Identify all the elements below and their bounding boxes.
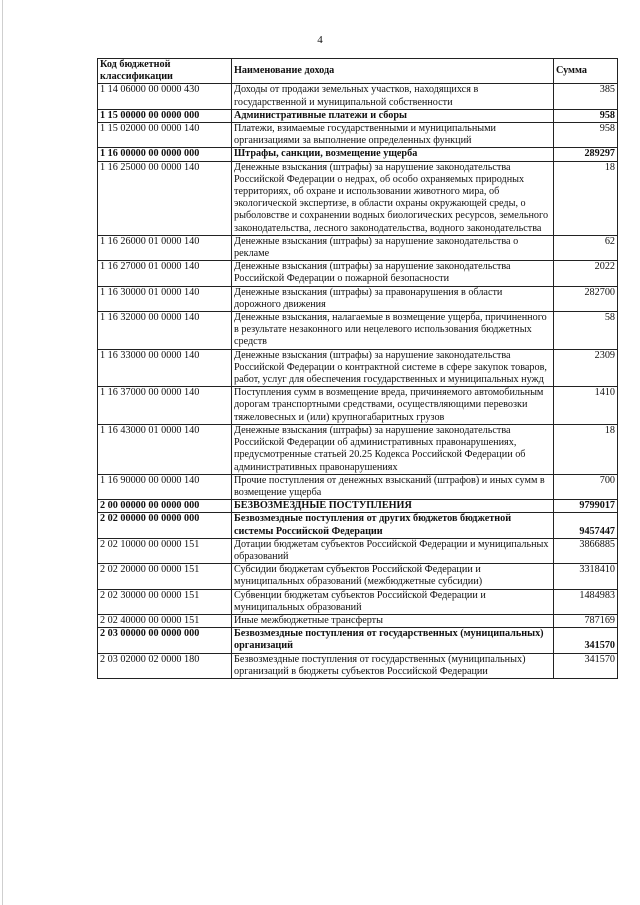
name-cell: Денежные взыскания (штрафы) за нарушение законодательства Российской Федерации о пожарной безопасности — [232, 261, 554, 286]
sum-cell: 2022 — [554, 261, 618, 286]
sum-cell: 62 — [554, 235, 618, 260]
table-row — [98, 286, 618, 311]
code-cell: 2 02 10000 00 0000 151 — [98, 538, 232, 563]
code-cell: 2 03 00000 00 0000 000 — [98, 628, 232, 653]
table-row — [98, 84, 618, 109]
table-row — [98, 538, 618, 563]
table-row — [98, 261, 618, 286]
code-cell: 1 16 30000 01 0000 140 — [98, 286, 232, 311]
table-row — [98, 513, 618, 538]
table-row — [98, 349, 618, 387]
name-cell: Денежные взыскания (штрафы) за нарушение законодательства Российской Федерации о контрактной системе в сфере закупок товаров, работ, услуг для обеспечения государственных и муниципальных нужд — [232, 349, 554, 387]
income-table — [97, 58, 618, 679]
table-row — [98, 500, 618, 513]
sum-cell: 787169 — [554, 614, 618, 627]
code-cell: 1 16 00000 00 0000 000 — [98, 148, 232, 161]
sum-cell: 958 — [554, 109, 618, 122]
code-cell: 2 02 40000 00 0000 151 — [98, 614, 232, 627]
header-code: Код бюджетной классификации — [98, 59, 232, 84]
code-cell: 1 15 00000 00 0000 000 — [98, 109, 232, 122]
table-row — [98, 628, 618, 653]
table-row — [98, 614, 618, 627]
name-cell: Доходы от продажи земельных участков, находящихся в государственной и муниципальной собственности — [232, 84, 554, 109]
table-row — [98, 387, 618, 425]
sum-cell: 282700 — [554, 286, 618, 311]
sum-cell: 9799017 — [554, 500, 618, 513]
page-number: 4 — [317, 34, 323, 46]
sum-cell: 9457447 — [554, 513, 618, 538]
name-cell: Прочие поступления от денежных взысканий (штрафов) и иных сумм в возмещение ущерба — [232, 474, 554, 499]
sum-cell: 289297 — [554, 148, 618, 161]
code-cell: 2 02 20000 00 0000 151 — [98, 564, 232, 589]
code-cell: 2 02 00000 00 0000 000 — [98, 513, 232, 538]
sum-cell: 58 — [554, 312, 618, 350]
code-cell: 1 16 33000 00 0000 140 — [98, 349, 232, 387]
sum-cell: 1484983 — [554, 589, 618, 614]
name-cell: Безвозмездные поступления от государственных (муниципальных) организаций в бюджеты субъектов Российской Федерации — [232, 653, 554, 678]
name-cell: Платежи, взимаемые государственными и муниципальными организациями за выполнение определенных функций — [232, 123, 554, 148]
code-cell: 1 16 37000 00 0000 140 — [98, 387, 232, 425]
name-cell: Безвозмездные поступления от других бюджетов бюджетной системы Российской Федерации — [232, 513, 554, 538]
code-cell: 1 16 25000 00 0000 140 — [98, 161, 232, 235]
scan-edge-line — [2, 0, 3, 905]
sum-cell: 3866885 — [554, 538, 618, 563]
table-row — [98, 474, 618, 499]
code-cell: 1 16 26000 01 0000 140 — [98, 235, 232, 260]
code-cell: 1 16 32000 00 0000 140 — [98, 312, 232, 350]
code-cell: 2 02 30000 00 0000 151 — [98, 589, 232, 614]
name-cell: Денежные взыскания (штрафы) за нарушение законодательства Российской Федерации о недрах, об особо охраняемых природных территориях, об охране и использовании животного мира, об экологической экспертизе, в области охраны окружающей среды, о рыболовстве и сохранении водных биологических ресурсов, земельного законодательства, лесного законодательства, водного законодательства — [232, 161, 554, 235]
table-header-row — [98, 59, 618, 84]
name-cell: Безвозмездные поступления от государственных (муниципальных) организаций — [232, 628, 554, 653]
name-cell: Иные межбюджетные трансферты — [232, 614, 554, 627]
sum-cell: 341570 — [554, 628, 618, 653]
code-cell: 1 16 43000 01 0000 140 — [98, 424, 232, 474]
table-row — [98, 109, 618, 122]
code-cell: 1 16 90000 00 0000 140 — [98, 474, 232, 499]
sum-cell: 2309 — [554, 349, 618, 387]
header-sum: Сумма — [554, 59, 618, 84]
name-cell: Субвенции бюджетам субъектов Российской Федерации и муниципальных образований — [232, 589, 554, 614]
table-row — [98, 653, 618, 678]
table-body — [98, 84, 618, 679]
name-cell: Денежные взыскания (штрафы) за правонарушения в области дорожного движения — [232, 286, 554, 311]
code-cell: 1 16 27000 01 0000 140 — [98, 261, 232, 286]
header-name: Наименование дохода — [232, 59, 554, 84]
table-row — [98, 148, 618, 161]
name-cell: Денежные взыскания (штрафы) за нарушение законодательства Российской Федерации об административных правонарушениях, предусмотренные статьей 20.25 Кодекса Российской Федерации об административных правонарушениях — [232, 424, 554, 474]
code-cell: 2 03 02000 02 0000 180 — [98, 653, 232, 678]
code-cell: 1 15 02000 00 0000 140 — [98, 123, 232, 148]
name-cell: БЕЗВОЗМЕЗДНЫЕ ПОСТУПЛЕНИЯ — [232, 500, 554, 513]
sum-cell: 1410 — [554, 387, 618, 425]
sum-cell: 385 — [554, 84, 618, 109]
name-cell: Денежные взыскания, налагаемые в возмещение ущерба, причиненного в результате незаконного или нецелевого использования бюджетных средств — [232, 312, 554, 350]
name-cell: Денежные взыскания (штрафы) за нарушение законодательства о рекламе — [232, 235, 554, 260]
sum-cell: 341570 — [554, 653, 618, 678]
sum-cell: 3318410 — [554, 564, 618, 589]
table-row — [98, 161, 618, 235]
table-row — [98, 235, 618, 260]
name-cell: Субсидии бюджетам субъектов Российской Федерации и муниципальных образований (межбюджетные субсидии) — [232, 564, 554, 589]
table-row — [98, 424, 618, 474]
table-row — [98, 312, 618, 350]
sum-cell: 18 — [554, 161, 618, 235]
name-cell: Дотации бюджетам субъектов Российской Федерации и муниципальных образований — [232, 538, 554, 563]
code-cell: 1 14 06000 00 0000 430 — [98, 84, 232, 109]
name-cell: Поступления сумм в возмещение вреда, причиняемого автомобильным дорогам транспортными средствами, осуществляющими перевозки тяжеловесных и (или) крупногабаритных грузов — [232, 387, 554, 425]
sum-cell: 700 — [554, 474, 618, 499]
sum-cell: 18 — [554, 424, 618, 474]
name-cell: Административные платежи и сборы — [232, 109, 554, 122]
table-row — [98, 564, 618, 589]
table-row — [98, 123, 618, 148]
code-cell: 2 00 00000 00 0000 000 — [98, 500, 232, 513]
table-row — [98, 589, 618, 614]
sum-cell: 958 — [554, 123, 618, 148]
name-cell: Штрафы, санкции, возмещение ущерба — [232, 148, 554, 161]
